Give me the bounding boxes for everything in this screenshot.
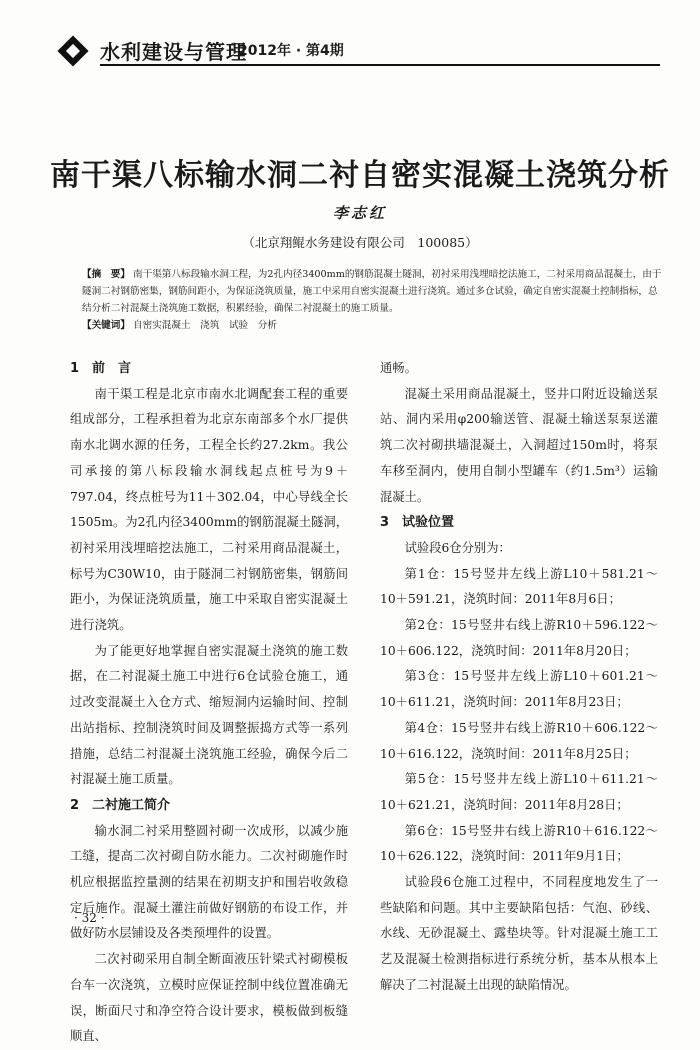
paragraph: 第1仓：15号竖井左线上游L10＋581.21～10＋591.21，浇筑时间：2011年8月6日； — [380, 566, 658, 607]
journal-diamond-icon — [57, 35, 88, 66]
page-number: · 32 · — [74, 911, 105, 925]
paragraph: 二次衬砌采用自制全断面液压针梁式衬砌模板台车一次浇筑，立模时应保证控制中线位置准确无误，断面尺寸和净空符合设计要求，模板做到板缝顺直、 — [70, 952, 348, 1044]
paragraph: 混凝土采用商品混凝土，竖井口附近设输送泵站、洞内采用φ200输送管、混凝土输送泵泵送灌筑二次衬砌拱墙混凝土，入洞超过150m时，将泵车移至洞内，使用自制小型罐车（约1.5m³）运输混凝土。 — [380, 386, 658, 504]
journal-issue: 2012年 · 第4期 — [238, 43, 344, 59]
keywords-label: 【关键词】 — [82, 320, 130, 331]
section-heading: 1 前 言 — [70, 361, 132, 376]
article-author: 李志红 — [332, 204, 387, 222]
paragraph: 通畅。 — [380, 361, 417, 375]
abstract-text: 南干渠第八标段输水洞工程，为2孔内径3400mm的钢筋混凝土隧洞，初衬采用浅埋暗挖法施工，二衬采用商品混凝土，由于隧洞二衬钢筋密集，钢筋间距小，为保证浇筑质量，施工中采用自密实混凝土进行浇筑。通过多仓试验，确定自密实混凝土控制指标，总结分析二衬混凝土浇筑施工数据，积累经验，确保二衬混凝土的施工质量。 — [82, 269, 662, 314]
paragraph: 第6仓：15号竖井右线上游R10＋616.122～10＋626.122，浇筑时间：2011年9月1日； — [380, 823, 658, 864]
article-affiliation: （北京翔鲲水务建设有限公司 100085） — [242, 235, 478, 250]
section-heading: 2 二衬施工简介 — [70, 797, 171, 813]
paragraph: 输水洞二衬采用整圆衬砌一次成形，以减少施工缝，提高二次衬砌自防水能力。二次衬砌施作时机应根据监控量测的结果在初期支护和围岩收敛稳定后施作。混凝土灌注前做好钢筋的布设工作，并做好防水层铺设及各类预埋件的设置。 — [70, 823, 348, 941]
paragraph: 南干渠工程是北京市南水北调配套工程的重要组成部分，工程承担着为北京东南部多个水厂提供南水北调水源的任务，工程全长约27.2km。我公司承接的第八标段输水洞线起点桩号为9＋797.04，终点桩号为11＋302.04，中心导线全长1505m。为2孔内径3400mm的钢筋混凝土隧洞，初衬采用浅埋暗挖法施工，二衬采用商品混凝土，标号为C30W10，由于隧洞二衬钢筋密集，钢筋间距小，为保证浇筑质量，施工中采取自密实混凝土进行浇筑。 — [70, 386, 348, 633]
paragraph: 第2仓：15号竖井右线上游R10＋596.122～10＋606.122，浇筑时间：2011年8月20日； — [380, 618, 658, 658]
journal-name: 水利建设与管理 — [100, 40, 247, 64]
paragraph: 试验段6仓施工过程中，不同程度地发生了一些缺陷和问题。其中主要缺陷包括：气泡、砂线、水线、无砂混凝土、露垫块等。针对混凝土施工工艺及混凝土检测指标进行系统分析，基本从根本上解决了二衬混凝土出现的缺陷情况。 — [380, 875, 658, 992]
paragraph: 第4仓：15号竖井右线上游R10＋606.122～10＋616.122，浇筑时间：2011年8月25日； — [380, 720, 658, 761]
abstract-block — [82, 266, 664, 334]
article-title: 南干渠八标输水洞二衬自密实混凝土浇筑分析 — [50, 158, 670, 193]
paragraph: 第3仓：15号竖井左线上游L10＋601.21～10＋611.21，浇筑时间：2011年8月23日； — [380, 669, 658, 710]
keywords-text: 自密实混凝土 浇筑 试验 分析 — [133, 320, 277, 331]
header-rule — [100, 64, 660, 66]
paragraph: 第5仓：15号竖井左线上游L10＋611.21～10＋621.21，浇筑时间：2011年8月28日； — [380, 772, 658, 812]
paragraph: 为了能更好地掌握自密实混凝土浇筑的施工数据，在二衬混凝土施工中进行6仓试验仓施工，通过改变混凝土入仓方式、缩短洞内运输时间、控制出站指标、控制浇筑时间及调整振捣方式等一系列措施，总结二衬混凝土浇筑施工经验，确保今后二衬混凝土施工质量。 — [70, 643, 348, 787]
paragraph: 试验段6仓分别为： — [404, 540, 511, 555]
right-column — [380, 356, 658, 999]
section-heading: 3 试验位置 — [380, 515, 455, 531]
abstract — [82, 266, 664, 317]
left-column — [70, 356, 348, 1050]
abstract-label: 【摘 要】 — [82, 269, 130, 280]
keywords — [82, 317, 664, 334]
